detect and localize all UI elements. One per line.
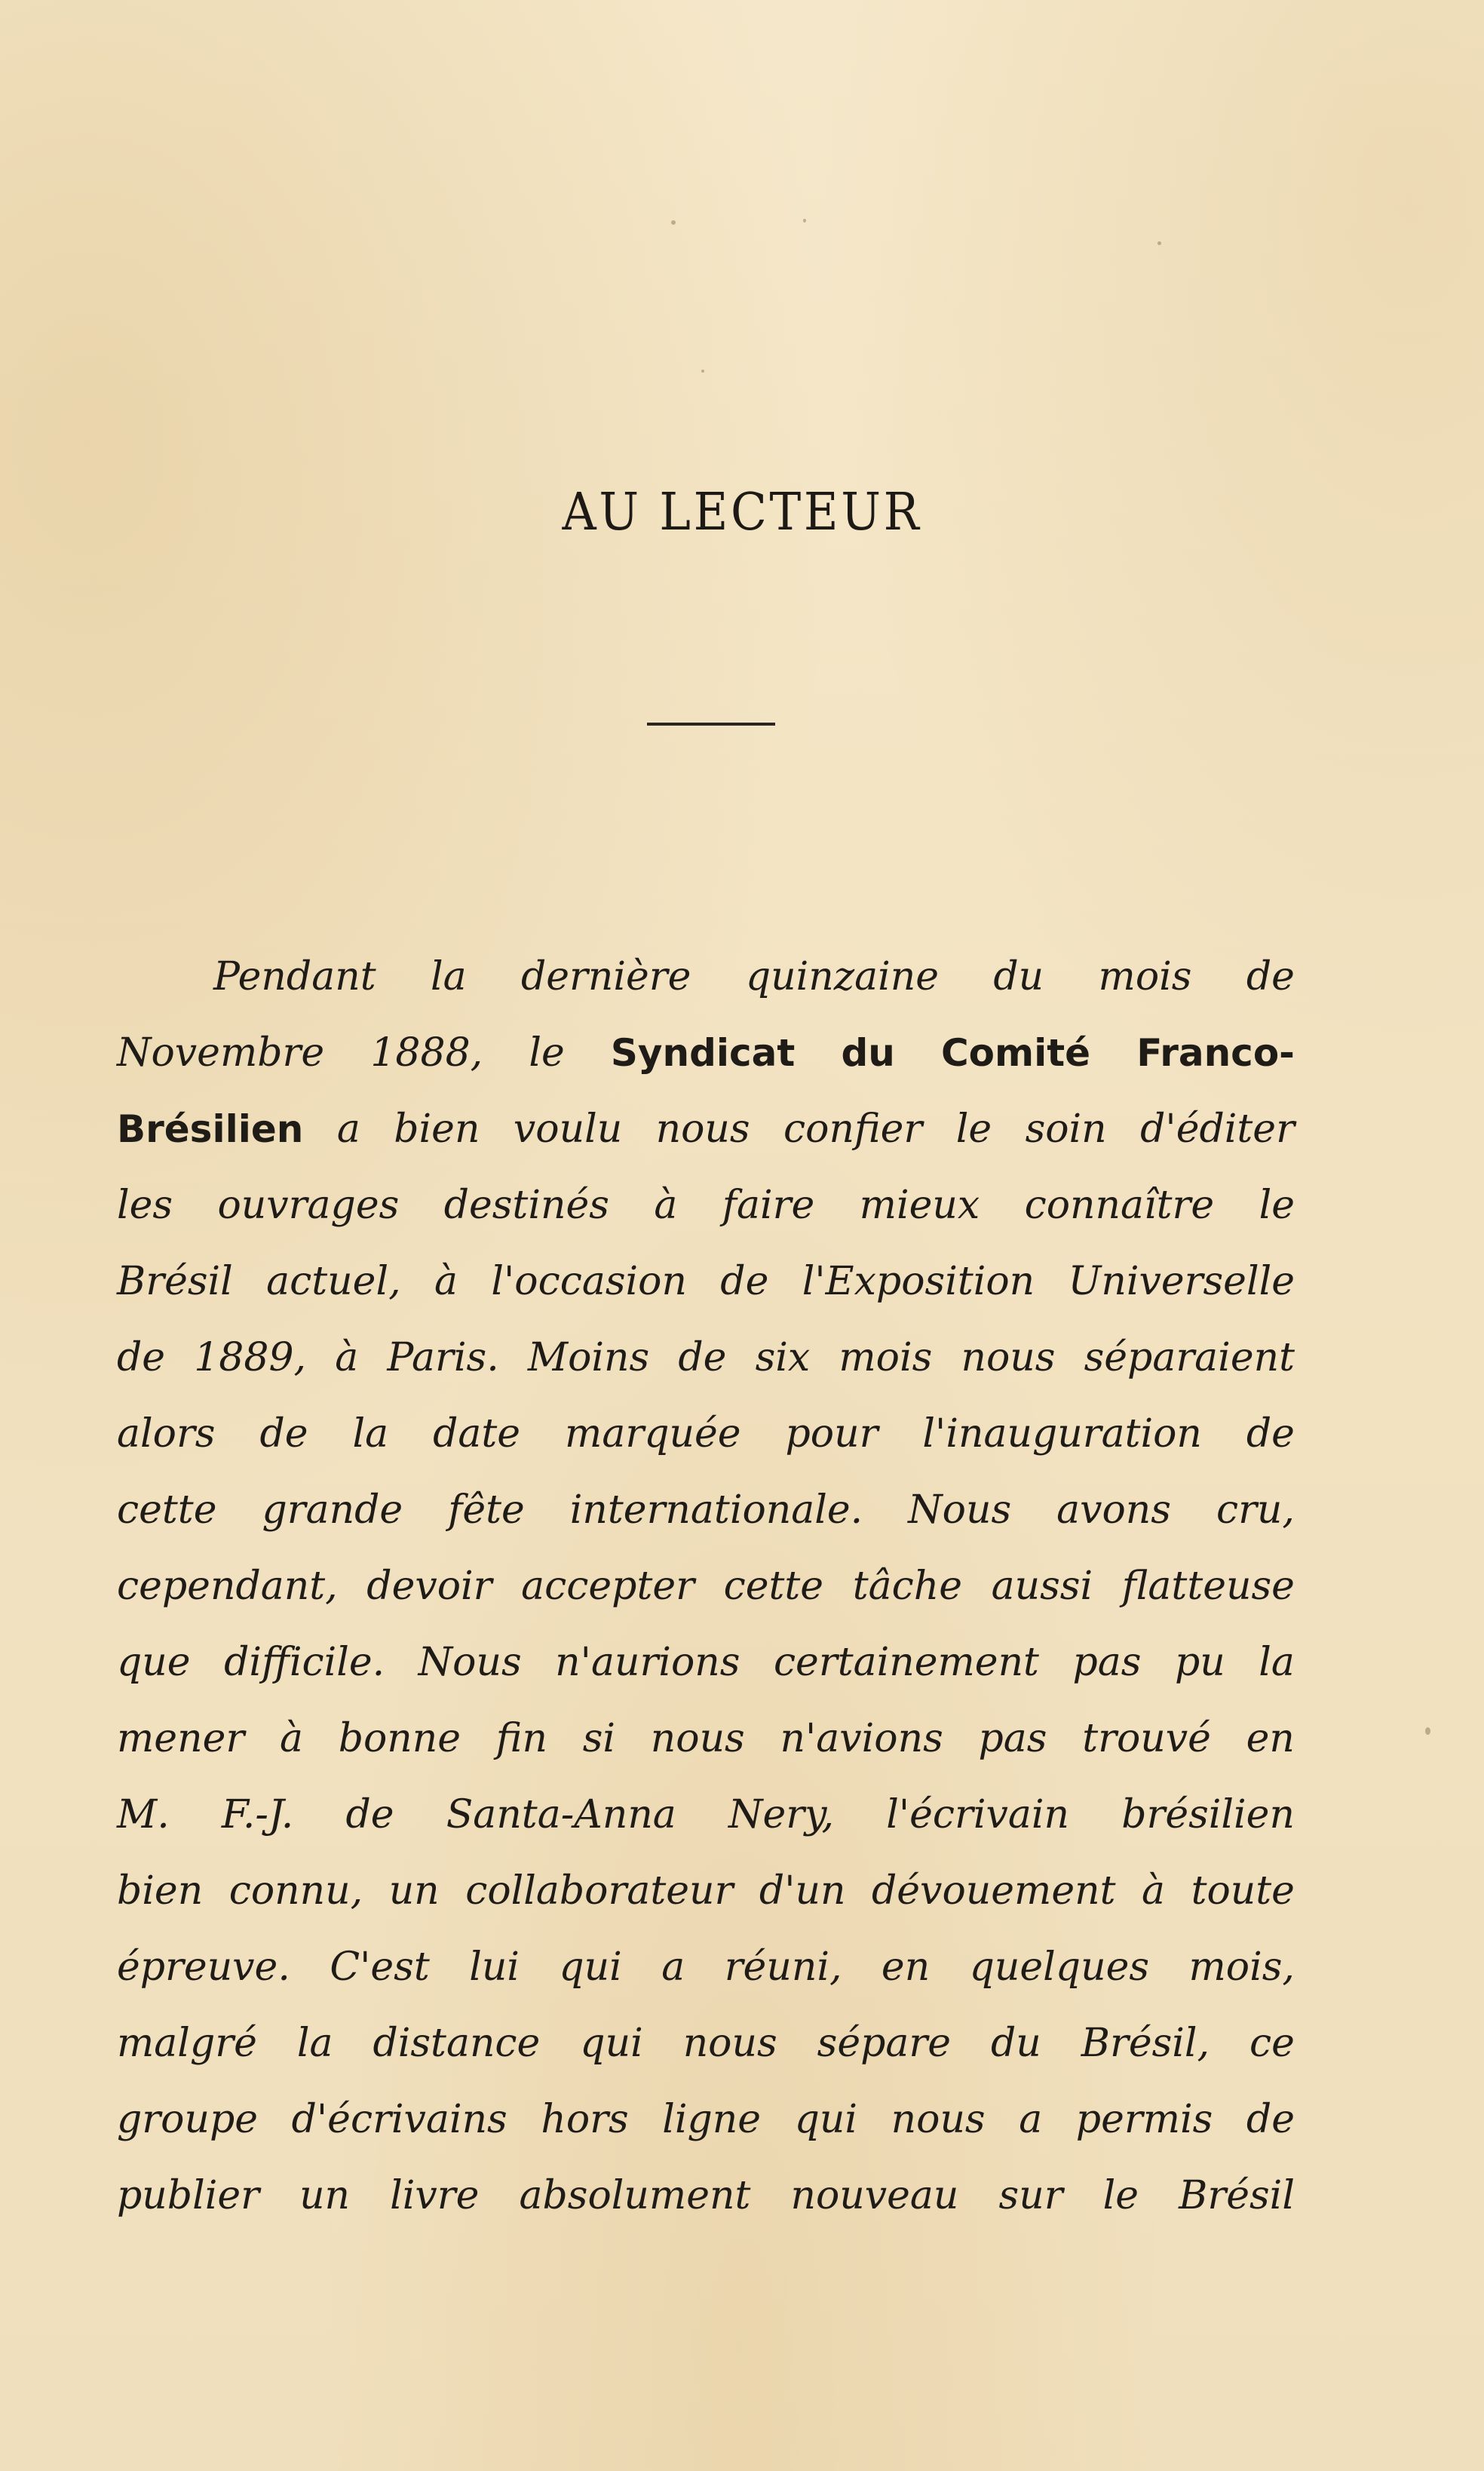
- word: fête: [448, 1487, 525, 1533]
- text-line: [117, 1777, 1295, 1853]
- word: Brésilien: [117, 1107, 304, 1151]
- word: qui: [580, 2021, 643, 2066]
- text-line: [117, 1244, 1295, 1320]
- word: C'est: [330, 1945, 430, 1990]
- word: à: [279, 1716, 303, 1761]
- word: sur: [998, 2173, 1063, 2218]
- word: M.: [117, 1792, 170, 1837]
- word: groupe: [117, 2097, 259, 2142]
- word: 1888,: [370, 1030, 483, 1076]
- word: pu: [1174, 1640, 1225, 1685]
- word: mieux: [859, 1183, 980, 1228]
- word: actuel,: [266, 1259, 401, 1304]
- word: Universelle: [1068, 1259, 1295, 1304]
- word: destinés: [443, 1183, 609, 1228]
- word: nouveau: [790, 2173, 959, 2218]
- text-line: [117, 1929, 1295, 2006]
- word: mois,: [1188, 1945, 1295, 1990]
- word: la: [1259, 1640, 1295, 1685]
- word: de: [259, 1411, 308, 1457]
- text-line: [117, 1472, 1295, 1549]
- word: accepter: [521, 1564, 694, 1609]
- word: qui: [794, 2097, 858, 2142]
- word: connaître: [1024, 1183, 1215, 1228]
- word: de: [1246, 1411, 1295, 1457]
- word: la: [430, 954, 467, 999]
- word: Paris.: [387, 1335, 499, 1380]
- word: n'aurions: [555, 1640, 740, 1685]
- word: mois: [1098, 954, 1192, 999]
- title-divider: [647, 723, 775, 726]
- word: collaborateur: [465, 1868, 734, 1914]
- word: Moins: [527, 1335, 650, 1380]
- word: a: [1019, 2097, 1043, 2142]
- word: bien: [394, 1107, 480, 1152]
- text-line: [117, 1853, 1295, 1929]
- word: pas: [978, 1716, 1047, 1761]
- word: six: [755, 1335, 811, 1380]
- word: du: [841, 1031, 895, 1075]
- word: trouvé: [1082, 1716, 1211, 1761]
- word: malgré: [117, 2021, 257, 2066]
- word: en: [1246, 1716, 1295, 1761]
- text-line: [117, 2006, 1295, 2082]
- word: confier: [783, 1107, 923, 1152]
- word: 1889,: [194, 1335, 307, 1380]
- word: l'écrivain: [886, 1792, 1070, 1837]
- text-line: [117, 1320, 1295, 1396]
- word: livre: [390, 2173, 480, 2218]
- word: un: [388, 1868, 440, 1914]
- word: le: [955, 1107, 992, 1152]
- word: Nery,: [728, 1792, 835, 1837]
- word: quinzaine: [745, 954, 940, 999]
- word: qui: [559, 1945, 622, 1990]
- word: flatteuse: [1121, 1564, 1295, 1609]
- word: aussi: [991, 1564, 1093, 1609]
- word: un: [299, 2173, 351, 2218]
- word: cette: [723, 1564, 824, 1609]
- word: distance: [373, 2021, 541, 2066]
- word: la: [296, 2021, 333, 2066]
- body-paragraph: [117, 939, 1295, 2234]
- word: séparaient: [1084, 1335, 1295, 1380]
- word: l'inauguration: [922, 1411, 1202, 1457]
- word: Comité: [940, 1031, 1091, 1075]
- word: devoir: [366, 1564, 492, 1609]
- word: absolument: [519, 2173, 751, 2218]
- word: le: [529, 1030, 565, 1076]
- text-line: [117, 1701, 1295, 1777]
- word: Pendant: [213, 954, 376, 999]
- word: dévouement: [872, 1868, 1116, 1914]
- word: Novembre: [117, 1030, 325, 1076]
- word: alors: [117, 1411, 216, 1457]
- paper-speck: [1425, 1727, 1430, 1735]
- word: le: [1259, 1183, 1295, 1228]
- word: cru,: [1216, 1487, 1295, 1533]
- word: voulu: [513, 1107, 623, 1152]
- word: Santa-Anna: [446, 1792, 676, 1837]
- word: du: [993, 954, 1044, 999]
- word: n'avions: [780, 1716, 943, 1761]
- word: à: [434, 1259, 458, 1304]
- word: si: [582, 1716, 616, 1761]
- word: ce: [1249, 2021, 1295, 2066]
- word: nous: [891, 2097, 986, 2142]
- word: réuni,: [724, 1945, 842, 1990]
- word: pas: [1072, 1640, 1142, 1685]
- word: à: [654, 1183, 678, 1228]
- word: faire: [722, 1183, 815, 1228]
- word: d'éditer: [1140, 1107, 1295, 1152]
- word: certainement: [773, 1640, 1039, 1685]
- word: quelques: [969, 1945, 1150, 1990]
- word: l'Exposition: [802, 1259, 1035, 1304]
- word: Franco-: [1136, 1031, 1295, 1075]
- word: la: [352, 1411, 389, 1457]
- word: de: [720, 1259, 769, 1304]
- word: Nous: [418, 1640, 522, 1685]
- paper-speck: [1157, 241, 1161, 245]
- word: avons: [1056, 1487, 1171, 1533]
- word: soin: [1025, 1107, 1107, 1152]
- word: à: [335, 1335, 359, 1380]
- word: marquée: [565, 1411, 741, 1457]
- word: connu,: [228, 1868, 363, 1914]
- word: nous: [655, 1107, 750, 1152]
- word: grande: [262, 1487, 403, 1533]
- word: nous: [961, 1335, 1056, 1380]
- word: cependant,: [117, 1564, 338, 1609]
- word: ouvrages: [217, 1183, 400, 1228]
- paper-speck: [671, 220, 676, 225]
- word: sépare: [817, 2021, 952, 2066]
- word: à: [1142, 1868, 1166, 1914]
- paper-speck: [803, 219, 806, 223]
- text-line: [117, 2158, 1295, 2234]
- word: le: [1102, 2173, 1139, 2218]
- word: tâche: [852, 1564, 962, 1609]
- text-line: [117, 939, 1295, 1015]
- word: lui: [469, 1945, 520, 1990]
- word: nous: [650, 1716, 745, 1761]
- word: toute: [1191, 1868, 1295, 1914]
- page-title: AU LECTEUR: [562, 483, 922, 542]
- word: F.-J.: [221, 1792, 294, 1837]
- word: de: [678, 1335, 727, 1380]
- word: du: [991, 2021, 1041, 2066]
- word: fin: [495, 1716, 547, 1761]
- word: ligne: [662, 2097, 762, 2142]
- word: l'occasion: [491, 1259, 687, 1304]
- word: difficile.: [224, 1640, 385, 1685]
- word: d'un: [759, 1868, 846, 1914]
- word: de: [1246, 2097, 1295, 2142]
- text-line: [117, 1625, 1295, 1701]
- word: les: [117, 1183, 173, 1228]
- text-line: [117, 1396, 1295, 1472]
- word: pour: [785, 1411, 878, 1457]
- word: Brésil: [117, 1259, 233, 1304]
- word: bien: [117, 1868, 204, 1914]
- text-line: [117, 1091, 1295, 1168]
- word: Nous: [908, 1487, 1012, 1533]
- word: brésilien: [1121, 1792, 1295, 1837]
- text-line: [117, 1549, 1295, 1625]
- word: Brésil: [1179, 2173, 1295, 2218]
- word: publier: [117, 2173, 259, 2218]
- word: que: [117, 1640, 191, 1685]
- word: bonne: [338, 1716, 461, 1761]
- word: de: [1246, 954, 1295, 999]
- word: d'écrivains: [291, 2097, 507, 2142]
- word: de: [117, 1335, 166, 1380]
- word: a: [661, 1945, 685, 1990]
- text-line: [117, 1015, 1295, 1091]
- word: hors: [541, 2097, 629, 2142]
- word: nous: [682, 2021, 777, 2066]
- word: Brésil,: [1081, 2021, 1210, 2066]
- word: épreuve.: [117, 1945, 290, 1990]
- text-line: [117, 2082, 1295, 2158]
- word: permis: [1075, 2097, 1213, 2142]
- paper-speck: [701, 370, 704, 373]
- word: cette: [117, 1487, 217, 1533]
- text-line: [117, 1168, 1295, 1244]
- word: mois: [839, 1335, 933, 1380]
- word: a: [336, 1107, 360, 1152]
- word: internationale.: [569, 1487, 863, 1533]
- word: dernière: [520, 954, 691, 999]
- word: mener: [117, 1716, 245, 1761]
- word: en: [881, 1945, 931, 1990]
- word: de: [345, 1792, 394, 1837]
- word: Syndicat: [610, 1031, 796, 1075]
- word: date: [433, 1411, 521, 1457]
